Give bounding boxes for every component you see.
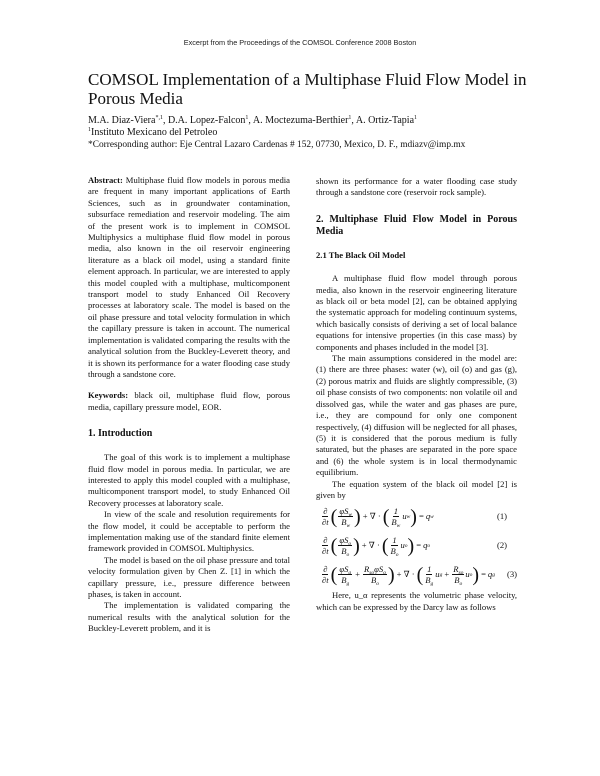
- paragraph-continuation: shown its performance for a water flooding case study through a sandstone core (reservoir rock sample).: [316, 176, 517, 198]
- proceedings-header: Excerpt from the Proceedings of the COMSOL Conference 2008 Boston: [183, 38, 417, 47]
- corresponding-author: *Corresponding author: Eje Central Lazaro Cardenas # 152, 07730, Mexico, D. F., mdiazv@imp.mx: [88, 140, 466, 150]
- affiliation-mark: 1: [245, 115, 249, 121]
- section-heading-introduction: 1. Introduction: [88, 428, 153, 440]
- keywords: Keywords: black oil, multiphase fluid flow, porous media, capillary pressure model, EOR.: [88, 390, 290, 412]
- left-column: [88, 175, 290, 635]
- affiliation-mark: *,1: [155, 115, 163, 121]
- right-column: [316, 176, 517, 613]
- paragraph: The goal of this work is to implement a multiphase fluid flow model in porous media. In particular, we are interested to apply this model coupled with a multiphase, multicomponent transport model, to study Enhanced Oil Recovery processes at laboratory scale.: [88, 452, 290, 508]
- paragraph: The equation system of the black oil model [2] is given by: [316, 478, 517, 500]
- equation-number: (1): [496, 511, 507, 522]
- author-name: D.A. Lopez-Falcon: [167, 115, 246, 126]
- paragraph: The model is based on the oil phase pressure and total velocity formulation given by Chen Z. [1] in which the capillary pressure, i.e., pressure difference between phases, is taken in account.: [88, 554, 290, 599]
- paper-title: COMSOL Implementation of a Multiphase Fluid Flow Model in Porous Media: [88, 70, 527, 108]
- author-block: [88, 115, 518, 151]
- affiliation: $^1$Instituto Mexicano del Petroleo: [88, 127, 218, 138]
- equation-number: (3): [506, 569, 517, 580]
- paragraph: The implementation is validated comparing the numerical results with the analytical solution for the Buckley-Leverett problem, and it is: [88, 600, 290, 634]
- author-name: M.A. Diaz-Viera: [88, 115, 156, 126]
- author-name: A. Moctezuma-Berthier: [252, 115, 349, 126]
- abstract: Abstract: Multiphase fluid flow models in porous media are frequent in many important applications of Earth Sciences, such as in groundwater contamination, subsurface remediation and reservoir modeling. The aim of the present work is to implement in COMSOL Multiphysics a multiphase fluid flow model in porous media, also known in the oil reservoir engineering literature as a black oil model, using a standard finite element approach. In particular, we are interested to apply this model coupled with a multiphase, multicomponent transport model to study Enhanced Oil Recovery processes at laboratory scale. The model is based on the oil phase pressure and total velocity formulation in which the capillary pressure is taken in account. The numerical implementation is validated comparing the results with the analytical solution from the Buckley-Leverett theory, and it is shown its performance for a water flooding case study through a sandstone core.: [88, 175, 290, 379]
- paragraph: A multiphase fluid flow model through porous media, also known in the reservoir engineering literature as black oil or beta model [2], can be obtained applying the systematic approach for modeling continuum systems, which basically consists of deriving a set of local balance equations for intensive properties (in this case mass) by components and phases included in the model [3].: [316, 273, 517, 352]
- equation-number: (2): [496, 540, 507, 551]
- affiliation-mark: 1: [414, 115, 418, 121]
- equation-2: $\frac{\partial}{\partial t}$ ( $\frac{\varphi S_o}{B_o}$ ) + ∇ · ( $\frac{1}{B_o}$ u o ) = q o (2): [316, 532, 517, 559]
- section-heading-model: 2. Multiphase Fluid Flow Model in Porous Media: [316, 213, 517, 237]
- subsection-heading: 2.1 The Black Oil Model: [316, 249, 406, 260]
- equation-1: $\frac{\partial}{\partial t}$ ( $\frac{\varphi S_w}{B_w}$ ) + ∇ · ( $\frac{1}{B_w}$ u w ) = q w (1): [316, 503, 517, 530]
- paragraph: Here, u_α represents the volumetric phase velocity, which can be expressed by the Darcy law as follows: [316, 590, 517, 612]
- author-list: M.A. Diaz-Viera$^{*,1}$, D.A. Lopez-Falcon$^1$, A. Moctezuma-Berthier$^1$, A. Ortiz-Tapia$^1$: [88, 115, 418, 126]
- equation-3: $\frac{\partial}{\partial t}$ ( $\frac{\varphi S_g}{B_g}$ + $\frac{R_{so}\varphi S_o}{B_o}$ ) + ∇ · ( $\frac{1}{B_g}$ u g + $\frac{R_{so}}{B_o}$ u o ) = q g (3): [322, 563, 517, 588]
- affiliation-mark: 1: [348, 115, 352, 121]
- paragraph: The main assumptions considered in the model are: (1) there are three phases: water (w), oil (o) and gas (g), (2) porous matrix and fluids are slightly compressible, (3) oil phase consists of two components: non volatile oil and dissolved gas, while the water and gas phases are pure, i.e., they are compound for only one component respectively, (4) diffusion will be neglected for all phases, (5) it is considered that the porous medium is fully saturated, but the phases are separated in the pore space and (6) the whole system is in local thermodynamic equilibrium.: [316, 353, 517, 478]
- author-name: A. Ortiz-Tapia: [355, 115, 415, 126]
- paragraph: In view of the scale and resolution requirements for the flow model, it could be acceptable to perform the implementation making use of the standard finite element framework provided in COMSOL Multiphysics.: [88, 509, 290, 554]
